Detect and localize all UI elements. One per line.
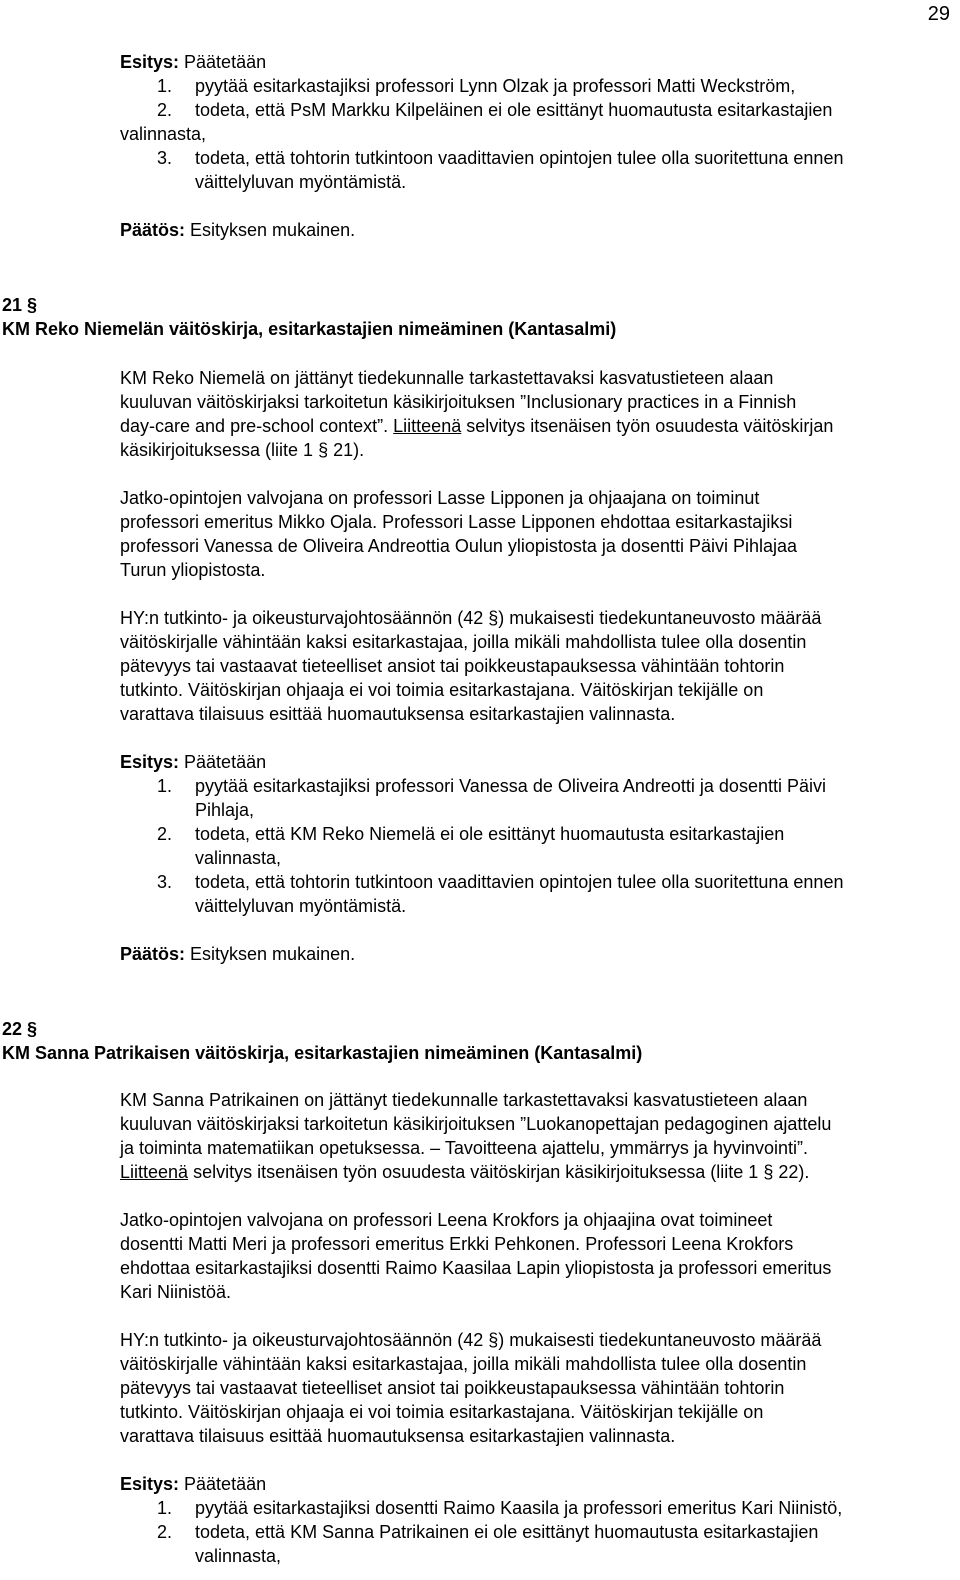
paragraph-line: Turun yliopistosta. [120, 560, 266, 580]
list-item: pyytää esitarkastajiksi dosentti Raimo Kaasila ja professori emeritus Kari Niinistö, [195, 1498, 843, 1518]
paragraph-line: väitöskirjalle vähintään kaksi esitarkastajaa, joilla mikäli mahdollista tulee olla dosentin [120, 632, 807, 652]
item-number: 1. [157, 1498, 173, 1518]
list-item-continuation: valinnasta, [120, 124, 207, 144]
paragraph-line: varattava tilaisuus esittää huomautuksensa esitarkastajien valinnasta. [120, 1426, 676, 1446]
text-span: HY:n tutkinto- ja oikeusturvajohtosäännön (42 [120, 608, 489, 628]
item-number: 1. [157, 76, 173, 96]
item-number: 3. [157, 148, 173, 168]
paragraph-line: Jatko-opintojen valvojana on professori Lasse Lipponen ja ohjaajana on toiminut [120, 488, 760, 508]
liite-link[interactable]: Liitteenä [120, 1162, 189, 1182]
esitys-text: Päätetään [179, 752, 267, 772]
paatos-line [120, 218, 355, 242]
list-item-continuation: väittelyluvan myöntämistä. [195, 172, 407, 192]
esitys-text: Päätetään [179, 1474, 267, 1494]
text-span: 22). [773, 1162, 810, 1182]
list-item-continuation: valinnasta, [195, 848, 282, 868]
paragraph-line: KM Sanna Patrikainen on jättänyt tiedekunnalle tarkastettavaksi kasvatustieteen alaan [120, 1090, 808, 1110]
section-sign: § [27, 295, 38, 315]
section-heading-number [2, 1017, 37, 1041]
item-number: 2. [157, 1522, 173, 1542]
paragraph-line: dosentti Matti Meri ja professori emeritus Erkki Pehkonen. Professori Leena Krokfors [120, 1234, 794, 1254]
esitys-line [120, 750, 266, 774]
list-item: pyytää esitarkastajiksi professori Vanessa de Oliveira Andreotti ja dosentti Päivi [195, 776, 826, 796]
paragraph-line: KM Reko Niemelä on jättänyt tiedekunnalle tarkastettavaksi kasvatustieteen alaan [120, 368, 774, 388]
text-span: ) mukaisesti tiedekuntaneuvosto määrää [498, 608, 822, 628]
section-title: KM Reko Niemelän väitöskirja, esitarkastajien nimeäminen (Kantasalmi) [2, 319, 617, 339]
section-sign: § [27, 1019, 38, 1039]
section-heading-number [2, 293, 37, 317]
section-sign: § [763, 1162, 774, 1182]
text-span: ) mukaisesti tiedekuntaneuvosto määrää [498, 1330, 822, 1350]
paatos-label: Päätös: [120, 220, 186, 240]
paragraph-line: varattava tilaisuus esittää huomautuksensa esitarkastajien valinnasta. [120, 704, 676, 724]
liite-link[interactable]: Liitteenä [393, 416, 462, 436]
list-item-continuation: valinnasta, [195, 1546, 282, 1566]
section-sign: § [488, 608, 499, 628]
paragraph-line: väitöskirjalle vähintään kaksi esitarkastajaa, joilla mikäli mahdollista tulee olla dosentin [120, 1354, 807, 1374]
paragraph-line: ehdottaa esitarkastajiksi dosentti Raimo Kaasilaa Lapin yliopistosta ja professori emeritus [120, 1258, 832, 1278]
paragraph-line: kuuluvan väitöskirjaksi tarkoitetun käsikirjoituksen ”Inclusionary practices in a Finnish [120, 392, 797, 412]
paragraph-line: Jatko-opintojen valvojana on professori Leena Krokfors ja ohjaajina ovat toimineet [120, 1210, 773, 1230]
text-span: 21). [328, 440, 365, 460]
paatos-text: Esityksen mukainen. [185, 944, 356, 964]
esitys-line [120, 1472, 266, 1496]
paragraph-line: Kari Niinistöä. [120, 1282, 232, 1302]
page-number: 29 [927, 3, 950, 25]
text-span: day-care and pre-school context”. [120, 416, 389, 436]
paragraph-line: ja toiminta matematiikan opetuksessa. – Tavoitteena ajattelu, ymmärrys ja hyvinvointi”. [120, 1138, 808, 1158]
list-item: todeta, että tohtorin tutkintoon vaadittavien opintojen tulee olla suoritettuna ennen [195, 148, 844, 168]
list-item: todeta, että tohtorin tutkintoon vaadittavien opintojen tulee olla suoritettuna ennen [195, 872, 844, 892]
esitys-line [120, 50, 266, 74]
list-item: todeta, että KM Reko Niemelä ei ole esittänyt huomautusta esitarkastajien [195, 824, 785, 844]
section-title: KM Sanna Patrikaisen väitöskirja, esitarkastajien nimeäminen (Kantasalmi) [2, 1043, 643, 1063]
section-sign: § [488, 1330, 499, 1350]
paragraph-line: professori Vanessa de Oliveira Andreottia Oulun yliopistosta ja dosentti Päivi Pihlajaa [120, 536, 798, 556]
list-item-continuation: Pihlaja, [195, 800, 255, 820]
paatos-text: Esityksen mukainen. [185, 220, 356, 240]
item-number: 3. [157, 872, 173, 892]
section-sign: § [318, 440, 329, 460]
paragraph-line: professori emeritus Mikko Ojala. Professori Lasse Lipponen ehdottaa esitarkastajiksi [120, 512, 793, 532]
esitys-label: Esitys: [120, 1474, 180, 1494]
text-span: HY:n tutkinto- ja oikeusturvajohtosäännön (42 [120, 1330, 489, 1350]
list-item-continuation: väittelyluvan myöntämistä. [195, 896, 407, 916]
section-number: 22 [2, 1019, 23, 1039]
esitys-label: Esitys: [120, 752, 180, 772]
item-number: 2. [157, 824, 173, 844]
item-number: 2. [157, 100, 173, 120]
list-item: todeta, että PsM Markku Kilpeläinen ei ole esittänyt huomautusta esitarkastajien [195, 100, 833, 120]
paragraph-line: pätevyys tai vastaavat tieteelliset ansiot tai poikkeustapauksessa vähintään tohtorin [120, 1378, 785, 1398]
text-span: selvitys itsenäisen työn osuudesta väitöskirjan [461, 416, 834, 436]
text-span: selvitys itsenäisen työn osuudesta väitöskirjan käsikirjoituksessa (liite 1 [188, 1162, 764, 1182]
esitys-text: Päätetään [179, 52, 267, 72]
paragraph-line [120, 1160, 809, 1184]
paragraph-line [120, 1328, 821, 1352]
paatos-line [120, 942, 355, 966]
paragraph-line: tutkinto. Väitöskirjan ohjaaja ei voi toimia esitarkastajana. Väitöskirjan tekijälle on [120, 1402, 764, 1422]
paragraph-line: pätevyys tai vastaavat tieteelliset ansiot tai poikkeustapauksessa vähintään tohtorin [120, 656, 785, 676]
list-item: pyytää esitarkastajiksi professori Lynn Olzak ja professori Matti Weckström, [195, 76, 796, 96]
list-item: todeta, että KM Sanna Patrikainen ei ole esittänyt huomautusta esitarkastajien [195, 1522, 819, 1542]
esitys-label: Esitys: [120, 52, 180, 72]
paragraph-line [120, 606, 821, 630]
item-number: 1. [157, 776, 173, 796]
section-number: 21 [2, 295, 23, 315]
paragraph-line [120, 414, 833, 438]
paragraph-line [120, 438, 364, 462]
text-span: käsikirjoituksessa (liite 1 [120, 440, 319, 460]
paragraph-line: kuuluvan väitöskirjaksi tarkoitetun käsikirjoituksen ”Luokanopettajan pedagoginen ajattelu [120, 1114, 832, 1134]
paatos-label: Päätös: [120, 944, 186, 964]
paragraph-line: tutkinto. Väitöskirjan ohjaaja ei voi toimia esitarkastajana. Väitöskirjan tekijälle on [120, 680, 764, 700]
